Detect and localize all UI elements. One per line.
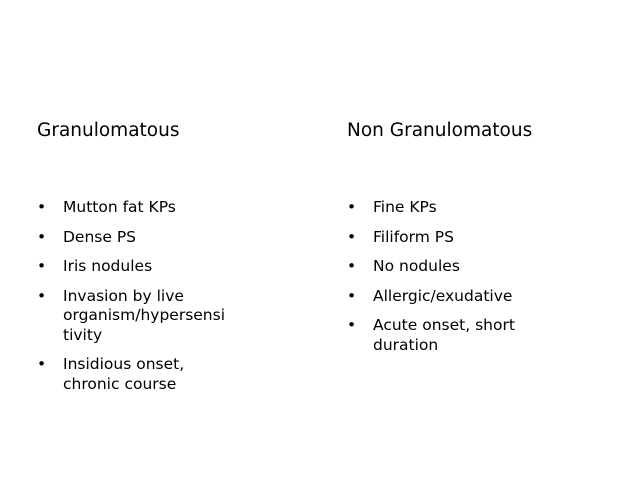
list-item-text: Allergic/exudative (373, 286, 513, 305)
list-item-text: Insidious onset, chronic course (63, 355, 185, 393)
list-item-text: Acute onset, short duration (373, 316, 515, 354)
bullet-icon: • (347, 286, 357, 305)
list-item (37, 287, 253, 346)
list-item (37, 198, 263, 218)
bullet-icon: • (347, 227, 357, 246)
list-item-text: Dense PS (63, 227, 137, 246)
list-item-text: Fine KPs (373, 198, 437, 216)
list-item (347, 228, 573, 248)
list-item (37, 257, 263, 277)
list-item-text: Invasion by live organism/hypersensi tivity (63, 286, 226, 344)
granulomatous-heading: Granulomatous (37, 120, 180, 141)
list-item (347, 316, 553, 355)
non-granulomatous-list (347, 198, 573, 365)
non-granulomatous-heading: Non Granulomatous (347, 120, 533, 141)
bullet-icon: • (37, 355, 47, 373)
bullet-icon: • (347, 257, 357, 275)
list-item (37, 355, 233, 394)
list-item-text: Mutton fat KPs (63, 198, 176, 216)
bullet-icon: • (37, 286, 47, 305)
bullet-icon: • (37, 257, 47, 275)
bullet-icon: • (347, 198, 357, 216)
list-item-text: No nodules (373, 257, 460, 275)
granulomatous-list (37, 198, 263, 404)
list-item (347, 257, 573, 277)
list-item (347, 198, 573, 218)
list-item (347, 287, 573, 307)
granulomatous-column (37, 118, 287, 393)
non-granulomatous-column (347, 118, 607, 354)
bullet-icon: • (37, 227, 47, 246)
bullet-icon: • (347, 316, 357, 334)
list-item-text: Iris nodules (63, 257, 153, 275)
list-item (37, 228, 263, 248)
bullet-icon: • (37, 198, 47, 216)
list-item-text: Filiform PS (373, 227, 454, 246)
